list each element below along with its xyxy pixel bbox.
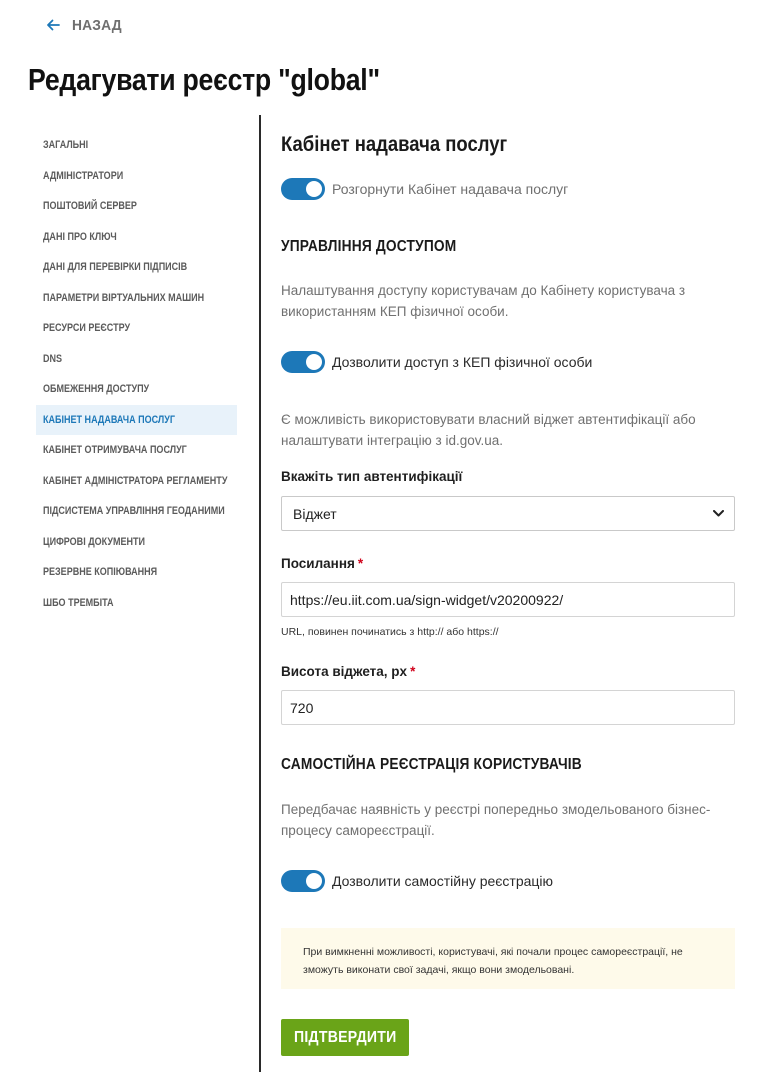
- chevron-down-icon: [713, 510, 724, 517]
- sidebar-item-label: ПІДСИСТЕМА УПРАВЛІННЯ ГЕОДАНИМИ: [43, 505, 225, 518]
- sidebar-item-label: ДАНІ ПРО КЛЮЧ: [43, 230, 117, 243]
- sidebar-item-access-restrictions[interactable]: [36, 374, 237, 405]
- expand-cabinet-label: Розгорнути Кабінет надавача послуг: [332, 181, 569, 197]
- self-registration-warning: При вимкненні можливості, користувачі, які почали процес самореєстрації, не зможуть виконати свої задачі, якщо вони змодельовані.: [281, 928, 735, 989]
- vertical-divider: [259, 115, 261, 1072]
- sidebar-item-label: ПОШТОВИЙ СЕРВЕР: [43, 200, 137, 213]
- sidebar-item-administrators[interactable]: [36, 161, 237, 192]
- link-input-value: https://eu.iit.com.ua/sign-widget/v20200922/: [290, 591, 564, 608]
- allow-access-label: Дозволити доступ з КЕП фізичної особи: [332, 354, 593, 370]
- toggle-knob: [306, 354, 322, 370]
- sidebar-item-digital-documents[interactable]: [36, 527, 237, 558]
- sidebar-item-label: ЗАГАЛЬНІ: [43, 139, 89, 152]
- back-link[interactable]: [46, 14, 126, 36]
- sidebar-item-geodata-subsystem[interactable]: [36, 496, 237, 527]
- self-registration-description: Передбачає наявність у реєстрі попередньо змодельованого бізнес-процесу самореєстрації.: [281, 802, 711, 838]
- sidebar-item-label: РЕСУРСИ РЕЄСТРУ: [43, 322, 131, 335]
- sidebar-item-label: ОБМЕЖЕННЯ ДОСТУПУ: [43, 383, 150, 396]
- sidebar-item-label: ПАРАМЕТРИ ВІРТУАЛЬНИХ МАШИН: [43, 291, 205, 304]
- sidebar-item-backup[interactable]: [36, 557, 237, 588]
- sidebar-item-provider-cabinet[interactable]: [36, 405, 237, 436]
- widget-height-value: 720: [290, 699, 314, 716]
- access-section-title: УПРАВЛІННЯ ДОСТУПОМ: [281, 238, 457, 255]
- expand-cabinet-toggle-row: [281, 177, 568, 201]
- sidebar-item-trembita[interactable]: [36, 588, 237, 619]
- sidebar-item-recipient-cabinet[interactable]: [36, 435, 237, 466]
- sidebar-item-label: КАБІНЕТ АДМІНІСТРАТОРА РЕГЛАМЕНТУ: [43, 474, 228, 487]
- required-mark: *: [357, 556, 364, 571]
- sidebar-item-label: КАБІНЕТ ОТРИМУВАЧА ПОСЛУГ: [43, 444, 187, 457]
- sidebar-item-label: DNS: [43, 352, 63, 365]
- expand-cabinet-toggle[interactable]: [281, 178, 325, 200]
- sidebar-item-label: ШБО ТРЕМБІТА: [43, 596, 114, 609]
- toggle-knob: [306, 873, 322, 889]
- self-registration-label: Дозволити самостійну реєстрацію: [332, 873, 554, 889]
- sidebar-item-label: ЦИФРОВІ ДОКУМЕНТИ: [43, 535, 146, 548]
- link-hint: URL, повинен починатись з http:// або https://: [281, 626, 499, 638]
- widget-height-label: [281, 664, 415, 679]
- widget-height-input[interactable]: [281, 690, 735, 725]
- sidebar-item-vm-parameters[interactable]: [36, 283, 237, 314]
- allow-access-toggle[interactable]: [281, 351, 325, 373]
- sidebar-item-regulation-admin-cabinet[interactable]: [36, 466, 237, 497]
- sidebar-item-label: АДМІНІСТРАТОРИ: [43, 169, 124, 182]
- submit-button[interactable]: [281, 1019, 409, 1056]
- auth-type-label: Вкажіть тип автентифікації: [281, 469, 463, 484]
- link-input[interactable]: [281, 582, 735, 617]
- sidebar-item-label: РЕЗЕРВНЕ КОПІЮВАННЯ: [43, 566, 158, 579]
- page-title: Редагувати реєстр "global": [28, 62, 380, 97]
- sidebar-item-registry-resources[interactable]: [36, 313, 237, 344]
- sidebar-item-key-data[interactable]: [36, 222, 237, 253]
- sidebar-item-mail-server[interactable]: [36, 191, 237, 222]
- section-title: Кабінет надавача послуг: [281, 133, 508, 156]
- self-registration-toggle[interactable]: [281, 870, 325, 892]
- self-registration-toggle-row: [281, 869, 553, 893]
- sidebar-item-label: КАБІНЕТ НАДАВАЧА ПОСЛУГ: [43, 413, 175, 426]
- link-label: [281, 556, 363, 571]
- sidebar-item-label: ДАНІ ДЛЯ ПЕРЕВІРКИ ПІДПИСІВ: [43, 261, 188, 274]
- access-description: Налаштування доступу користувачам до Кабінету користувача з використанням КЕП фізичної особи.: [281, 283, 686, 319]
- link-label-text: Посилання: [281, 556, 355, 571]
- self-registration-title: САМОСТІЙНА РЕЄСТРАЦІЯ КОРИСТУВАЧІВ: [281, 756, 582, 773]
- sidebar-item-general[interactable]: [36, 130, 237, 161]
- toggle-knob: [306, 181, 322, 197]
- arrow-left-icon: [46, 19, 60, 31]
- auth-type-select[interactable]: [281, 496, 735, 531]
- access-info: Є можливість використовувати власний віджет автентифікації або налаштувати інтеграцію з id.gov.ua.: [281, 412, 696, 448]
- back-label: НАЗАД: [72, 16, 122, 34]
- sidebar-item-dns[interactable]: [36, 344, 237, 375]
- auth-type-value: Віджет: [293, 505, 337, 522]
- sidebar-nav: [36, 130, 237, 618]
- sidebar-item-signature-verification[interactable]: [36, 252, 237, 283]
- required-mark: *: [410, 664, 416, 679]
- allow-access-toggle-row: [281, 350, 592, 374]
- submit-label: ПІДТВЕРДИТИ: [293, 1028, 397, 1046]
- widget-height-label-text: Висота віджета, px: [281, 664, 408, 679]
